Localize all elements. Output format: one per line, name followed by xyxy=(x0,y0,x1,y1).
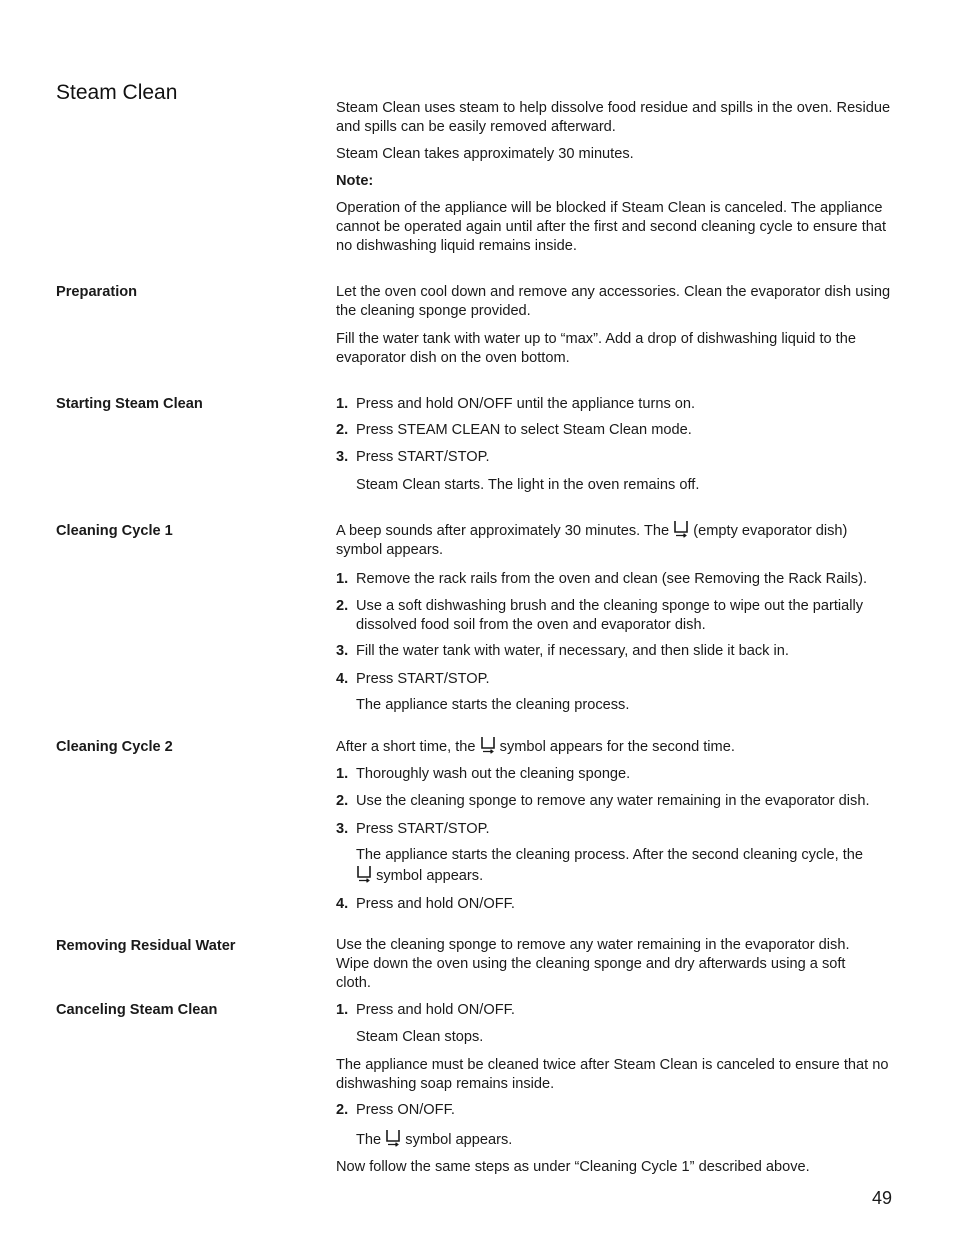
list-item xyxy=(336,792,896,811)
list-item xyxy=(336,765,896,784)
step-result xyxy=(356,846,866,886)
section-label-cycle-2: Cleaning Cycle 2 xyxy=(56,739,173,755)
step-text: Press and hold ON/OFF until the appliance turns on. xyxy=(356,396,696,412)
list-item xyxy=(336,670,896,689)
final-paragraph: Now follow the same steps as under “Cleaning Cycle 1” described above. xyxy=(336,1159,810,1175)
step-number: 2. xyxy=(336,598,349,614)
list-item xyxy=(336,395,896,414)
list-item xyxy=(336,1001,896,1020)
step-number: 3. xyxy=(336,643,349,659)
cycle-2-intro-text-b: symbol appears for the second time. xyxy=(499,739,735,755)
preparation-paragraph-2: Fill the water tank with water up to “max”. Add a drop of dishwashing liquid to the evaporator dish on the oven bottom. xyxy=(336,331,856,366)
step-number: 2. xyxy=(336,793,349,809)
cycle-2-result-text-a: The appliance starts the cleaning process. After the second cleaning cycle, the xyxy=(356,847,864,863)
step-number: 1. xyxy=(336,571,349,587)
step-number: 3. xyxy=(336,821,349,837)
step-text: Press and hold ON/OFF. xyxy=(356,1002,515,1018)
step-text: Press ON/OFF. xyxy=(356,1102,455,1118)
step-text: Remove the rack rails from the oven and clean (see Removing the Rack Rails). xyxy=(356,571,868,587)
cycle-2-result-text-b: symbol appears. xyxy=(376,868,484,884)
canceling-result-text-b: symbol appears. xyxy=(405,1132,513,1148)
note-label: Note: xyxy=(336,173,374,189)
step-number: 4. xyxy=(336,671,349,687)
step-text: Use the cleaning sponge to remove any water remaining in the evaporator dish. xyxy=(356,793,870,809)
step-text: Press STEAM CLEAN to select Steam Clean mode. xyxy=(356,422,692,438)
list-item xyxy=(336,895,896,914)
list-item xyxy=(336,421,896,440)
section-label-canceling: Canceling Steam Clean xyxy=(56,1002,218,1018)
step-text: Press and hold ON/OFF. xyxy=(356,896,515,912)
step-number: 1. xyxy=(336,396,349,412)
page-number: 49 xyxy=(872,1188,893,1208)
step-number: 1. xyxy=(336,1002,349,1018)
section-label-cycle-1: Cleaning Cycle 1 xyxy=(56,523,173,539)
canceling-paragraph: The appliance must be cleaned twice after Steam Clean is canceled to ensure that no dishwashing soap remains inside. xyxy=(336,1057,889,1092)
duration-paragraph: Steam Clean takes approximately 30 minutes. xyxy=(336,146,634,162)
cycle-1-intro-text-a: A beep sounds after approximately 30 minutes. The xyxy=(336,523,670,539)
step-text: Fill the water tank with water, if necessary, and then slide it back in. xyxy=(356,643,789,659)
list-item xyxy=(336,820,896,839)
list-item xyxy=(336,570,896,589)
cycle-2-intro-text-a: After a short time, the xyxy=(336,739,476,755)
empty-evaporator-dish-icon xyxy=(385,1129,401,1147)
step-text: Thoroughly wash out the cleaning sponge. xyxy=(356,766,631,782)
list-item xyxy=(336,1101,896,1120)
step-result: Steam Clean stops. xyxy=(356,1029,484,1045)
step-number: 2. xyxy=(336,422,349,438)
canceling-result-text-a: The xyxy=(356,1132,382,1148)
page-title: Steam Clean xyxy=(56,81,178,104)
step-number: 2. xyxy=(336,1102,349,1118)
step-number: 3. xyxy=(336,449,349,465)
step-result xyxy=(356,1129,896,1150)
list-item xyxy=(336,597,896,635)
section-label-residual-water: Removing Residual Water xyxy=(56,938,236,954)
list-item xyxy=(336,448,896,467)
step-text: Press START/STOP. xyxy=(356,821,490,837)
step-text: Press START/STOP. xyxy=(356,449,490,465)
list-item xyxy=(336,642,896,661)
cycle-1-intro xyxy=(336,520,901,560)
step-result: Steam Clean starts. The light in the oven remains off. xyxy=(356,477,700,493)
preparation-paragraph-1: Let the oven cool down and remove any accessories. Clean the evaporator dish using the cleaning sponge provided. xyxy=(336,284,891,319)
intro-paragraph: Steam Clean uses steam to help dissolve food residue and spills in the oven. Residue and spills can be easily removed afterward. xyxy=(336,100,891,135)
cycle-2-intro xyxy=(336,736,901,757)
section-label-starting: Starting Steam Clean xyxy=(56,396,203,412)
cycle-1-intro-text-c: symbol appears. xyxy=(336,542,444,558)
section-label-preparation: Preparation xyxy=(56,284,138,300)
step-result: The appliance starts the cleaning process. xyxy=(356,697,630,713)
step-number: 1. xyxy=(336,766,349,782)
step-number: 4. xyxy=(336,896,349,912)
step-text: Press START/STOP. xyxy=(356,671,490,687)
empty-evaporator-dish-icon xyxy=(356,865,372,883)
empty-evaporator-dish-icon xyxy=(673,520,689,538)
empty-evaporator-dish-icon xyxy=(480,736,496,754)
note-paragraph: Operation of the appliance will be blocked if Steam Clean is canceled. The appliance cannot be operated again until after the first and second cleaning cycle to ensure that no dishwashing liquid remains inside. xyxy=(336,200,887,254)
step-text: Use a soft dishwashing brush and the cleaning sponge to wipe out the partially dissolved food soil from the oven and evaporator dish. xyxy=(356,598,864,633)
residual-water-paragraph: Use the cleaning sponge to remove any water remaining in the evaporator dish. Wipe down the oven using the cleaning sponge and dry afterwards using a soft cloth. xyxy=(336,937,850,991)
cycle-1-intro-text-b: (empty evaporator dish) xyxy=(693,523,848,539)
